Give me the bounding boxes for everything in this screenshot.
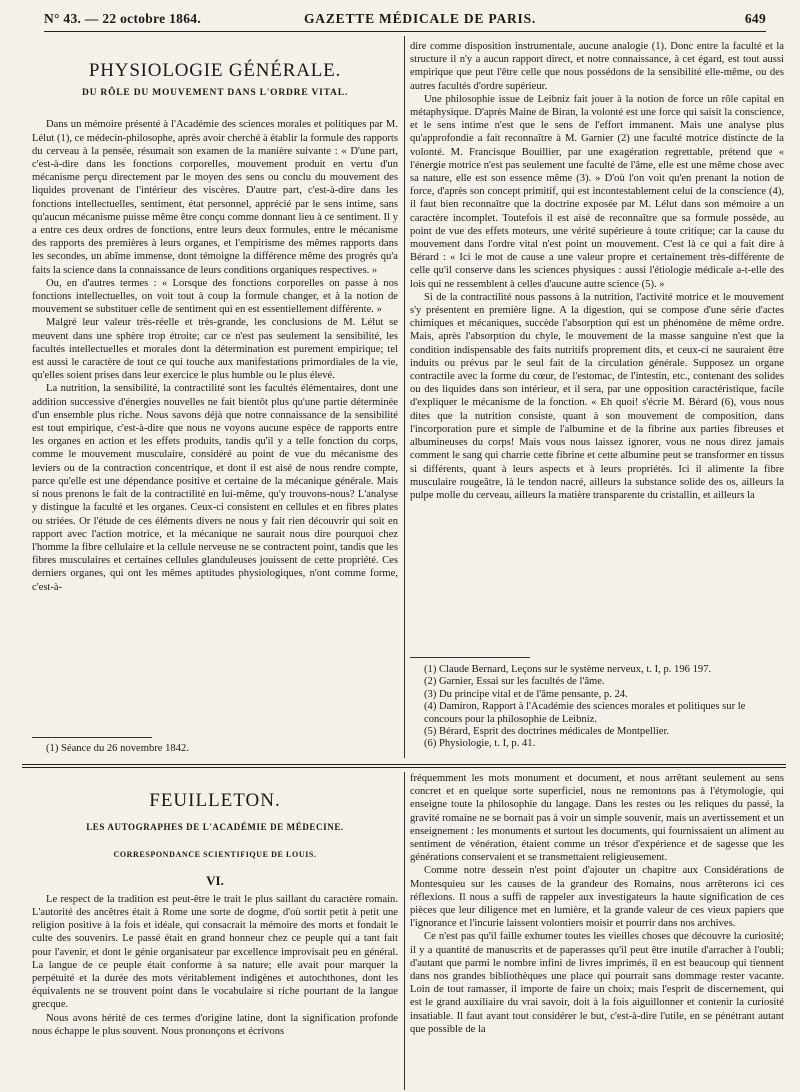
feuilleton-right-column: [410, 772, 784, 1090]
page-number: 649: [744, 11, 766, 26]
footnote: (2) Garnier, Essai sur les facultés de l'âme.: [424, 676, 605, 688]
journal-title: GAZETTE MÉDICALE DE PARIS.: [304, 11, 537, 26]
feuilleton-rule: [22, 767, 786, 768]
feuilleton-paragraph: Comme notre dessein n'est point d'ajouter un chapitre aux Considérations de Montesquieu sur les causes de la grandeur des Romains, nous arrêterons ici ces réflexions. Il nous a suffi de rappeler aux investigateurs la haute signification de ces pièces que leur diligence met en lumière, et la grande valeur de ces vieux papiers que l'ignorance et l'incurie laissent volontiers moisir et pourrir dans nos archives.: [410, 865, 784, 930]
feuilleton-rule: [22, 764, 786, 765]
article-subtitle: DU RÔLE DU MOUVEMENT DANS L'ORDRE VITAL.: [81, 88, 349, 99]
footnote: (6) Physiologie, t. I, p. 41.: [424, 738, 536, 750]
feuilleton-paragraph: fréquemment les mots monument et document, et nous arrêtant seulement au sens concret et en quelque sorte superficiel, nous ne remontons pas à l'étymologie, qui enseigne toute la philosophie du langage. Dans les restes ou les reliques du passé, la gravité romaine ne se bornait pas à voir un simple souvenir, mais un avertissement et un enseignement : les monuments et surtout les documents, qui fournissaient un aliment au sentiment de vénération, étaient comme un trésor d'expérience et de sagesse que les générations conservaient et se transmettaient religieusement.: [410, 773, 784, 864]
article-paragraph: La nutrition, la sensibilité, la contractilité sont les facultés élémentaires, dont une addition successive d'énergies nouvelles ne fait bientôt plus qu'une partie déterminée d'un ensemble plus riche. Nous savons déjà que notre connaissance de la sensibilité est tout empirique, c'est-à-dire que nous ne voyons aucune espèce de rapports entre les organes en action et les effets produits, tandis qu'il y a telle fonction du corps, comme le mouvement musculaire, considéré au point de vue du mécanisme des leviers ou de la contraction concentrique, et dont il est aisé de nous rendre compte, parce qu'elle est une dépendance positive et certaine de la mécanique générale. Mais si nous prenons le fait de la contractilité en lui-même, qu'y trouvons-nous? L'analyse y distingue la faculté et les organes. Ceux-ci consistent en cellules et en fibres plates ou striées. Or l'étude de ces éléments divers ne nous y fait rien découvrir qui soit en rapport avec l'action motrice, et la mécanique ne saurait nous dire pourquoi chez l'homme la fibre cellulaire et la cellule nerveuse ne se contractent point, tandis que les fibres musculaires et certaines cellules glanduleuses jouissent de cette propriété. Ces derniers organes, qui ont les mêmes aptitudes physiologiques, n'ont comme forme, c'est-à-: [32, 383, 398, 593]
issue-date: N° 43. — 22 octobre 1864.: [44, 11, 202, 26]
feuilleton-paragraph: Ce n'est pas qu'il faille exhumer toutes les vieilles choses que découvre la curiosité; il y a quantité de manuscrits et de paperasses qu'il peut être inutile d'arracher à l'oubli; d'autant que parmi le nombre infini de livres imprimés, il en est beaucoup qui tiennent dans nos grandes bibliothèques une place qui pourrait sans dommage rester vacante. Loin de tout ramasser, il importe de faire un choix; mais l'esprit de discernement, qui est le grand auxiliaire du vrai savoir, doit à la fois aiguillonner et contenir la curiosité insatiable. Il faut avant tout considérer le but, c'est-à-dire l'utile, en se pénétrant autant que possible de la: [410, 931, 784, 1035]
column-divider: [404, 36, 405, 758]
footnote: (1) Claude Bernard, Leçons sur le système nerveux, t. I, p. 196 197.: [424, 664, 712, 675]
footnote: (5) Bérard, Esprit des doctrines médicales de Montpellier.: [424, 726, 670, 738]
column-divider: [404, 772, 405, 1090]
article-right-column: [410, 40, 784, 660]
article-paragraph: Une philosophie issue de Leibniz fait jouer à la notion de force un rôle capital en métaphysique. D'après Maine de Biran, la volonté est une force qui saisit la conscience, et le sens intime n'est que le sens de l'effort immanent. Mais une analyse plus qu'approfondie a fait reconnaître à M. Garnier (2) une faculté motrice distincte de la volonté. M. Francisque Bouillier, par une exagération regrettable, prétend que « l'énergie motrice n'est pas seulement une faculté de l'âme, elle est une même chose avec sa nature, elle est son essence même (3). » D'où l'on voit qu'en prenant la notion de force, d'après son concept primitif, qui est incontestablement celui de la conscience (4), il faut bien reconnaître que la doctrine exposée par M. Lélut dans son mémoire a un caractère incomplet. Toutefois il est aisé de reconnaître que sa formule possède, au point de vue des effets moteurs, une vérité supérieure à toute critique; car la cause du mouvement dans l'ordre vital n'est point un mouvement. C'est là ce qui a fait dire à Bérard : « Ici le mot de cause a une valeur propre et certainement très-différente de celle qu'il conserve dans les sciences physiques : aussi l'étiologie médicale a-t-elle des lois qui ne ressemblent à celles d'aucune autre science (5). »: [410, 93, 784, 290]
chapter-number: VI.: [206, 872, 224, 888]
feuilleton-left-column: [32, 772, 398, 1090]
footnote: (1) Séance du 26 novembre 1842.: [46, 743, 189, 754]
article-paragraph: Ou, en d'autres termes : « Lorsque des fonctions corporelles on passe à nos fonctions intellectuelles, on voit tout à coup la formule changer, et à la notion de mouvement se substituer celle de sentiment qui en est essentiellement différente. »: [32, 277, 398, 316]
feuilleton-subtitle: LES AUTOGRAPHES DE L'ACADÉMIE DE MÉDECINE.: [86, 822, 344, 833]
footnote-rule: [410, 657, 530, 658]
article-left-column: [32, 40, 398, 740]
footnote: (4) Damiron, Rapport à l'Académie des sciences morales et politiques sur le concours pour la philosophie de Leibniz.: [424, 701, 746, 725]
page-header: [44, 7, 766, 32]
article-paragraph: Dans un mémoire présenté à l'Académie des sciences morales et politiques par M. Lélut (1), ce médecin-philosophe, après avoir cherché à établir la formule des rapports du cerveau à la pensée, résumait son examen de la manière suivante : « D'une part, c'est-à-dire dans les fonctions corporelles, mouvement produit en vertu d'un mécanisme perçu directement par le moyen des sens ou conclu du mouvement des liquides provenant de l'intérieur des viscères. D'autre part, c'est-à-dire dans les fonctions intellectuelles, sentiment, état personnel, apprécié par le sens intime, sans qu'aucun mécanisme puisse même être conçu comme donnant lieu à ce sentiment. Il y a entre ces deux ordres de fonctions, entre leurs deux formules, entre le mécanisme des rapports des premières à leurs organes, et l'empirisme des mêmes rapports dans les secondes, un abîme immense, dont témoigne la différence même des progrès qu'a faits la science dans la connaissance de leurs conditions organiques respectives. »: [32, 119, 398, 276]
footnotes-list: [424, 664, 784, 751]
footnote-rule: [32, 737, 152, 738]
feuilleton-subsubtitle: CORRESPONDANCE SCIENTIFIQUE DE LOUIS.: [113, 850, 317, 860]
article-paragraph: dire comme disposition instrumentale, aucune analogie (1). Donc entre la faculté et la structure il n'y a aucun rapport direct, et notre connaissance, à cet égard, est tout aussi empirique que peut l'être celle que nous possédons de la sensibilité elle-même, ou des autres facultés d'ordre supérieur.: [410, 41, 784, 92]
article-paragraph: Si de la contractilité nous passons à la nutrition, l'activité motrice et le mouvement s'y présentent en première ligne. A la digestion, qui se compose d'une série d'actes chimiques et mécaniques, succède l'absorption qui est un phénomène de même ordre. Mais, après l'absorption du chyle, le mouvement de la masse sanguine n'est que la condition indispensable des faits nutritifs proprement dits, et ceux-ci ne sauraient être induits ou prévus par le seul fait de la circulation générale. Supposez un organe contractile avec la forme du cœur, de l'estomac, de l'intestin, etc., contenant des solides ou des liquides dans son intérieur, et il sera, par une opposition caractéristique, facile d'expliquer le mécanisme de la fonction. « Eh quoi! s'écrie M. Bérard (6), vous nous dites que la nutrition consiste, quant à son mouvement de composition, dans l'incorporation pure et simple de l'albumine et de la fibrine aux parties fibreuses et albumineuses du corps! Mais vous nous laissez ignorer, vous ne nous direz jamais comment le sang qui charrie cette fibrine et cette albumine peut se transformer en tissus si différents, quant à leurs aspects et à leurs propriétés. Ici il alimente la fibre musculaire rougeâtre, là le tendon nacré, ailleurs la substance solide des os, ailleurs la pulpe molle du cerveau, ailleurs la matière transparente du cristallin, et ailleurs la: [410, 291, 784, 501]
feuilleton-paragraph: Le respect de la tradition est peut-être le trait le plus saillant du caractère romain. L'autorité des ancêtres était à Rome une sorte de dogme, d'où sortit petit à petit une religion positive à la fois et idéale, qui consacrait la mémoire des morts et fondait le culte des souvenirs. Le passé était en grand honneur chez ce peuple qui a tant fait pour l'avenir, et dont le génie organisateur par excellence improvisait peu en général. La langue de ce peuple était conforme à sa nature; elle avait pour marquer la perpétuité et la durée des mots véritablement indigènes et autochthones, dont les équivalents ne se trouvent point dans le vocabulaire si riche pourtant de la langue grecque.: [32, 893, 398, 1011]
footnote: (3) Du principe vital et de l'âme pensante, p. 24.: [424, 688, 628, 700]
feuilleton-title: FEUILLETON.: [149, 790, 281, 811]
section-title: PHYSIOLOGIE GÉNÉRALE.: [88, 60, 342, 81]
feuilleton-paragraph: Nous avons hérité de ces termes d'origine latine, dont la signification profonde nous échappe le plus souvent. Nous prononçons et écrivons: [32, 1012, 398, 1037]
article-paragraph: Malgré leur valeur très-réelle et très-grande, les conclusions de M. Lélut se meuvent dans une sphère trop étroite; car ce n'est pas seulement la sensibilité, les facultés intellectuelles et morales dont la détermination est purement empirique; tel est aussi le caractère de tout ce qui touche aux manifestations primordiales de la vie, qu'elles soient prises dans leur exercice le plus humble ou le plus élevé.: [32, 317, 398, 382]
